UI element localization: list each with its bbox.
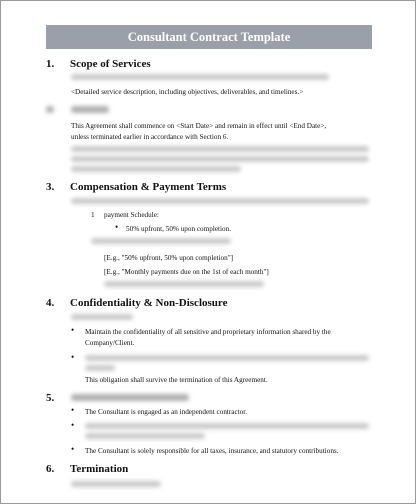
document-title: Consultant Contract Template [46, 25, 372, 49]
section-1-heading [46, 58, 151, 70]
redacted-text [85, 433, 205, 439]
redacted-text [71, 74, 329, 80]
payment-split: 50% upfront, 50% upon completion. [126, 225, 232, 233]
redacted-text [71, 481, 161, 487]
bullet-icon: • [71, 420, 75, 430]
redacted-text [71, 146, 369, 152]
section-title: Compensation & Payment Terms [70, 181, 227, 193]
example-1: [E.g., "50% upfront, 50% upon completion"] [104, 254, 234, 262]
section-number: 6. [46, 463, 55, 475]
term-line-2: unless terminated earlier in accordance with Section 6. [71, 133, 229, 141]
confidentiality-line-2: Company/Client. [85, 339, 135, 347]
redacted-text [71, 314, 133, 320]
section-3-heading [46, 181, 226, 193]
term-line-1: This Agreement shall commence on <Start Date> and remain in effect until <End Date>, [71, 122, 327, 130]
bullet-icon: • [71, 405, 75, 415]
contractor-status: The Consultant is engaged as an independent contractor. [85, 408, 248, 416]
section-number: 1. [46, 58, 55, 70]
redacted-text [91, 238, 231, 244]
redacted-text [85, 355, 369, 361]
section-number: 3. [46, 181, 55, 193]
bullet-icon: • [71, 325, 75, 335]
section-6-heading [46, 463, 128, 475]
redacted-text [71, 156, 369, 162]
survival-clause: This obligation shall survive the termination of this Agreement. [85, 376, 268, 384]
redacted-number [46, 106, 54, 113]
section-4-heading [46, 297, 227, 309]
redacted-text [104, 281, 264, 287]
bullet-icon: • [71, 352, 75, 362]
redacted-text [71, 198, 369, 204]
bullet-icon: • [115, 222, 119, 232]
section-title: Termination [70, 463, 129, 475]
service-description: <Detailed service description, including objectives, deliverables, and timelines.> [71, 88, 304, 96]
section-title: Scope of Services [70, 58, 151, 70]
payment-schedule-label: payment Schedule: [104, 211, 159, 219]
payment-schedule-number: 1 [91, 211, 95, 219]
tax-responsibility: The Consultant is solely responsible for all taxes, insurance, and statutory contributions. [85, 447, 339, 455]
redacted-text [85, 365, 115, 371]
redacted-text [71, 166, 241, 172]
confidentiality-line-1: Maintain the confidentiality of all sensitive and proprietary information shared by the [85, 328, 331, 336]
section-title: Confidentiality & Non-Disclosure [70, 297, 228, 309]
redacted-text [85, 423, 369, 429]
section-number: 5. [46, 392, 55, 404]
section-5-heading [46, 392, 70, 404]
redacted-heading [71, 106, 109, 113]
redacted-heading [71, 394, 189, 401]
section-number: 4. [46, 297, 55, 309]
example-2: [E.g., "Monthly payments due on the 1st of each month"] [104, 268, 269, 276]
bullet-icon: • [71, 444, 75, 454]
